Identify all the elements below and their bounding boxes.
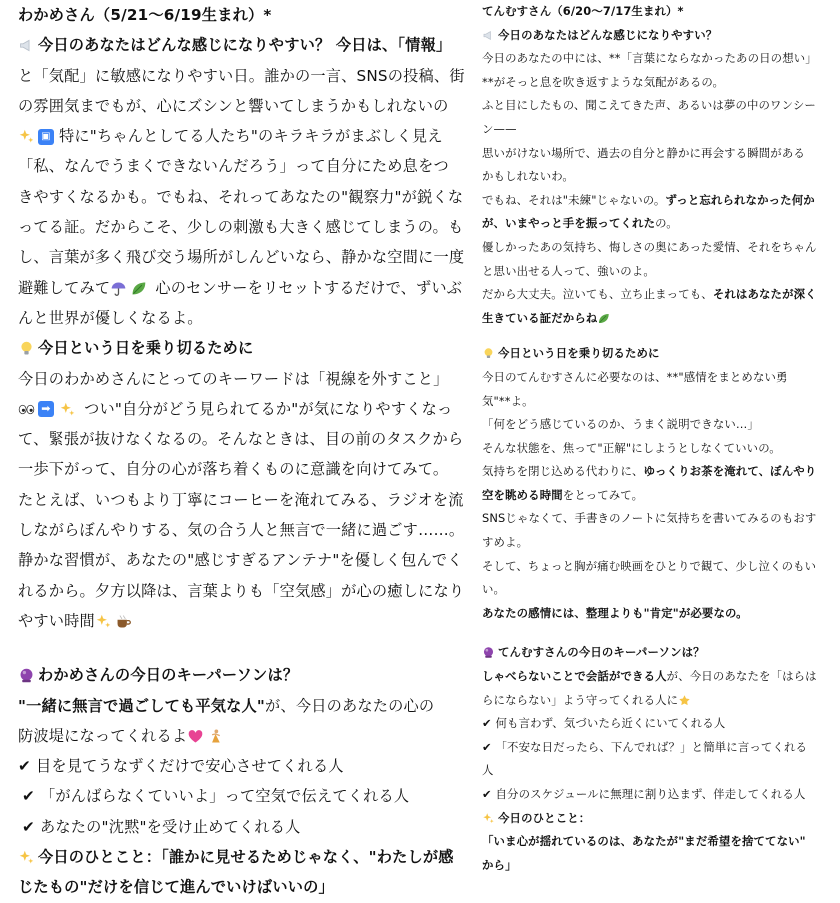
right-para2-line10: い。 — [482, 582, 506, 597]
left-keyperson-line1: "一緒に無言で過ごしても平気な人"が、今日のあなたの心の — [18, 696, 435, 715]
dancer-icon — [207, 728, 224, 745]
left-para2-line9: やすい時間 — [18, 606, 450, 636]
check-mark-icon: ✔ — [482, 787, 492, 801]
left-hitokoto-line1: 今日のひとこと：「誰かに見せるためじゃなく、"わたしが感 — [18, 842, 450, 872]
sparkles-icon — [59, 401, 76, 418]
right-para2-line3: 「何をどう感じているのか、うまく説明できない…」 — [482, 417, 759, 432]
left-para2-line7: 静かな習慣が、あなたの"感じすぎるアンテナ"を優しく包んでく — [18, 551, 463, 570]
left-para1-line1: 今日のあなたはどんな感じになりやすい？ 今日は、「情報」 — [18, 30, 450, 60]
right-para1-line9: 優しかったあの気持ち、悔しさの奥にあった愛情、それをちゃん — [482, 239, 817, 254]
left-para1-line4: ▣ 特に"ちゃんとしてる人たち"のキラキラがまぶしく見え — [18, 121, 450, 151]
right-heading-feeling: 今日のあなたはどんな感じになりやすい？ — [482, 24, 828, 48]
left-para2-line6: しながらぼんやりする、気の合う人と無言で一緒に過ごす……。 — [18, 521, 465, 540]
right-closing: あなたの感情には、整理よりも"肯定"が必要なの。 — [482, 605, 748, 620]
right-para1-line7: でもね、それは"未練"じゃないの。ずっと忘れられなかった何か — [482, 192, 815, 207]
left-keyperson-line2: 防波堤になってくれるよ — [18, 721, 450, 751]
left-para1-line7: ってる証。だからこそ、少しの刺激も大きく感じてしまうの。も — [18, 218, 464, 237]
crystal-ball-icon — [18, 667, 35, 684]
sparkles-icon — [18, 849, 35, 866]
right-para2-line7: SNSじゃなくて、手書きのノートに気持ちを書いてみるのもおす — [482, 511, 817, 526]
right-para2-line6: 空を眺める時間をとってみて。 — [482, 487, 644, 502]
right-hitokoto-line2: から」 — [482, 857, 517, 872]
right-para2-line1: 今日のてんむすさんに必要なのは、**"感情をまとめない勇 — [482, 369, 788, 384]
left-para2-line2: ➡ つい"自分がどう見られてるか"が気になりやすくなっ — [18, 394, 450, 424]
right-para2-line9: そして、ちょっと胸が痛む映画をひとりで観て、少し泣くのもい — [482, 558, 817, 573]
left-check-3: ✔ あなたの"沈黙"を受け止めてくれる人 — [22, 817, 301, 836]
star-icon — [678, 694, 691, 707]
right-arrow-icon: ➡ — [38, 401, 54, 417]
left-para1-line8: し、言葉が多く飛び交う場所がしんどいなら、静かな空間に一度 — [18, 248, 465, 267]
left-check-2: ✔ 「がんばらなくていいよ」って空気で伝えてくれる人 — [22, 787, 410, 806]
lightbulb-icon — [482, 347, 495, 360]
sparkles-icon — [18, 128, 35, 145]
right-hitokoto-line1: 「いま心が揺れているのは、あなたが"まだ希望を捨ててない" — [482, 834, 806, 849]
coffee-icon — [115, 613, 132, 630]
left-para2-line4: 一歩下がって、自分の心が落ち着くものに意識を向けてみて。 — [18, 460, 449, 479]
right-para2-line2: 気"**よ。 — [482, 393, 534, 408]
left-hitokoto-line2: じたもの"だけを信じて進んでいけばいいの」 — [18, 878, 334, 897]
right-para1-line8: が、いまやっと手を振ってくれたの。 — [482, 216, 678, 231]
right-para2-line5: 気持ちを閉じ込める代わりに、ゆっくりお茶を淹れて、ぼんやり — [482, 464, 817, 479]
umbrella-icon — [110, 280, 127, 297]
right-column — [482, 0, 828, 877]
left-para2-line3: て、緊張が抜けなくなるの。そんなときは、目の前のタスクから — [18, 430, 464, 449]
right-para2-line8: すめよ。 — [482, 535, 529, 550]
right-hitokoto-label: 今日のひとこと： — [482, 807, 828, 831]
left-para1-line2: と「気配」に敏感になりやすい日。誰かの一言、SNSの投稿、街 — [18, 66, 465, 85]
sparkles-icon — [482, 812, 495, 825]
right-title: てんむすさん（6/20〜7/17生まれ）* — [482, 4, 684, 18]
right-para1-line11: だから大丈夫。泣いても、立ち止まっても、それはあなたが深く — [482, 287, 817, 302]
blue-square-icon: ▣ — [38, 129, 54, 145]
right-para1-line10: と思い出せる人って、強いのよ。 — [482, 263, 655, 278]
sparkles-icon — [95, 613, 112, 630]
left-heading-keyperson: わかめさんの今日のキーパーソンは？ — [18, 660, 450, 690]
right-check-2: ✔ 「不安な日だったら、下んでれば？」と簡単に言ってくれる — [482, 739, 808, 754]
left-para1-line5: 「私、なんでうまくできないんだろう」って自分にため息をつ — [18, 157, 449, 176]
right-para1-line6: かもしれないわ。 — [482, 169, 574, 184]
right-para1-line5: 思いがけない場所で、過去の自分と静かに再会する瞬間がある — [482, 145, 805, 160]
megaphone-icon — [482, 29, 495, 42]
right-check-1: ✔ 何も言わず、気づいたら近くにいてくれる人 — [482, 716, 726, 731]
right-heading-survive: 今日という日を乗り切るために — [482, 342, 828, 366]
left-check-1: ✔ 目を見てうなずくだけで安心させてくれる人 — [18, 757, 344, 776]
left-para1-line9: 避難してみて 心のセンサーをリセットするだけで、ずいぶ — [18, 278, 463, 297]
leaf-icon — [597, 312, 610, 325]
right-para1-line2: **がそっと息を吹き返すような気配があるの。 — [482, 74, 725, 89]
left-para2-line8: れるから。夕方以降は、言葉よりも「空気感」が心の癒しになり — [18, 581, 465, 600]
left-title: わかめさん（5/21〜6/19生まれ）* — [18, 6, 272, 24]
check-mark-icon: ✔ — [18, 757, 31, 776]
right-heading-keyperson: てんむすさんの今日のキーパーソンは？ — [482, 641, 828, 665]
crystal-ball-icon — [482, 646, 495, 659]
left-para1-line10: んと世界が優しくなるよ。 — [18, 308, 203, 327]
left-para2-line1: 今日のわかめさんにとってのキーワードは「視線を外すこと」 — [18, 369, 449, 388]
check-mark-icon: ✔ — [22, 787, 35, 806]
megaphone-icon — [18, 37, 35, 54]
heart-icon — [187, 728, 204, 745]
left-para1-line3: の雰囲気までもが、心にズシンと響いてしまうかもしれないの — [18, 96, 449, 115]
left-column — [18, 0, 465, 903]
leaf-icon — [130, 280, 147, 297]
right-check-3: ✔ 自分のスケジュールに無理に割り込まず、伴走してくれる人 — [482, 787, 806, 801]
right-para2-line4: そんな状態を、焦って"正解"にしようとしなくていいの。 — [482, 440, 781, 455]
right-check-2-wrap: 人 — [482, 763, 494, 778]
eyes-icon — [18, 401, 35, 418]
check-mark-icon: ✔ — [22, 817, 35, 836]
left-heading-survive: 今日という日を乗り切るために — [18, 333, 450, 363]
check-mark-icon: ✔ — [482, 716, 492, 731]
left-para1-line6: きやすくなるかも。でもね、それってあなたの"観察力"が鋭くな — [18, 187, 464, 206]
left-para2-line5: たとえば、いつもより丁寧にコーヒーを淹れてみる、ラジオを流 — [18, 490, 464, 509]
right-keyperson-line2: らにならない」よう守ってくれる人に — [482, 689, 828, 713]
right-para1-line3: ふと目にしたもの、聞こえてきた声、あるいは夢の中のワンシー — [482, 98, 816, 113]
lightbulb-icon — [18, 340, 35, 357]
right-para1-line1: 今日のあなたの中には、**「言葉にならなかったあの日の想い」 — [482, 51, 817, 66]
right-para1-line4: ン—— — [482, 121, 517, 136]
right-keyperson-line1: しゃべらないことで会話ができる人が、今日のあなたを「はらは — [482, 669, 817, 684]
check-mark-icon: ✔ — [482, 739, 492, 754]
right-para1-line12: 生きている証だからね — [482, 307, 828, 331]
